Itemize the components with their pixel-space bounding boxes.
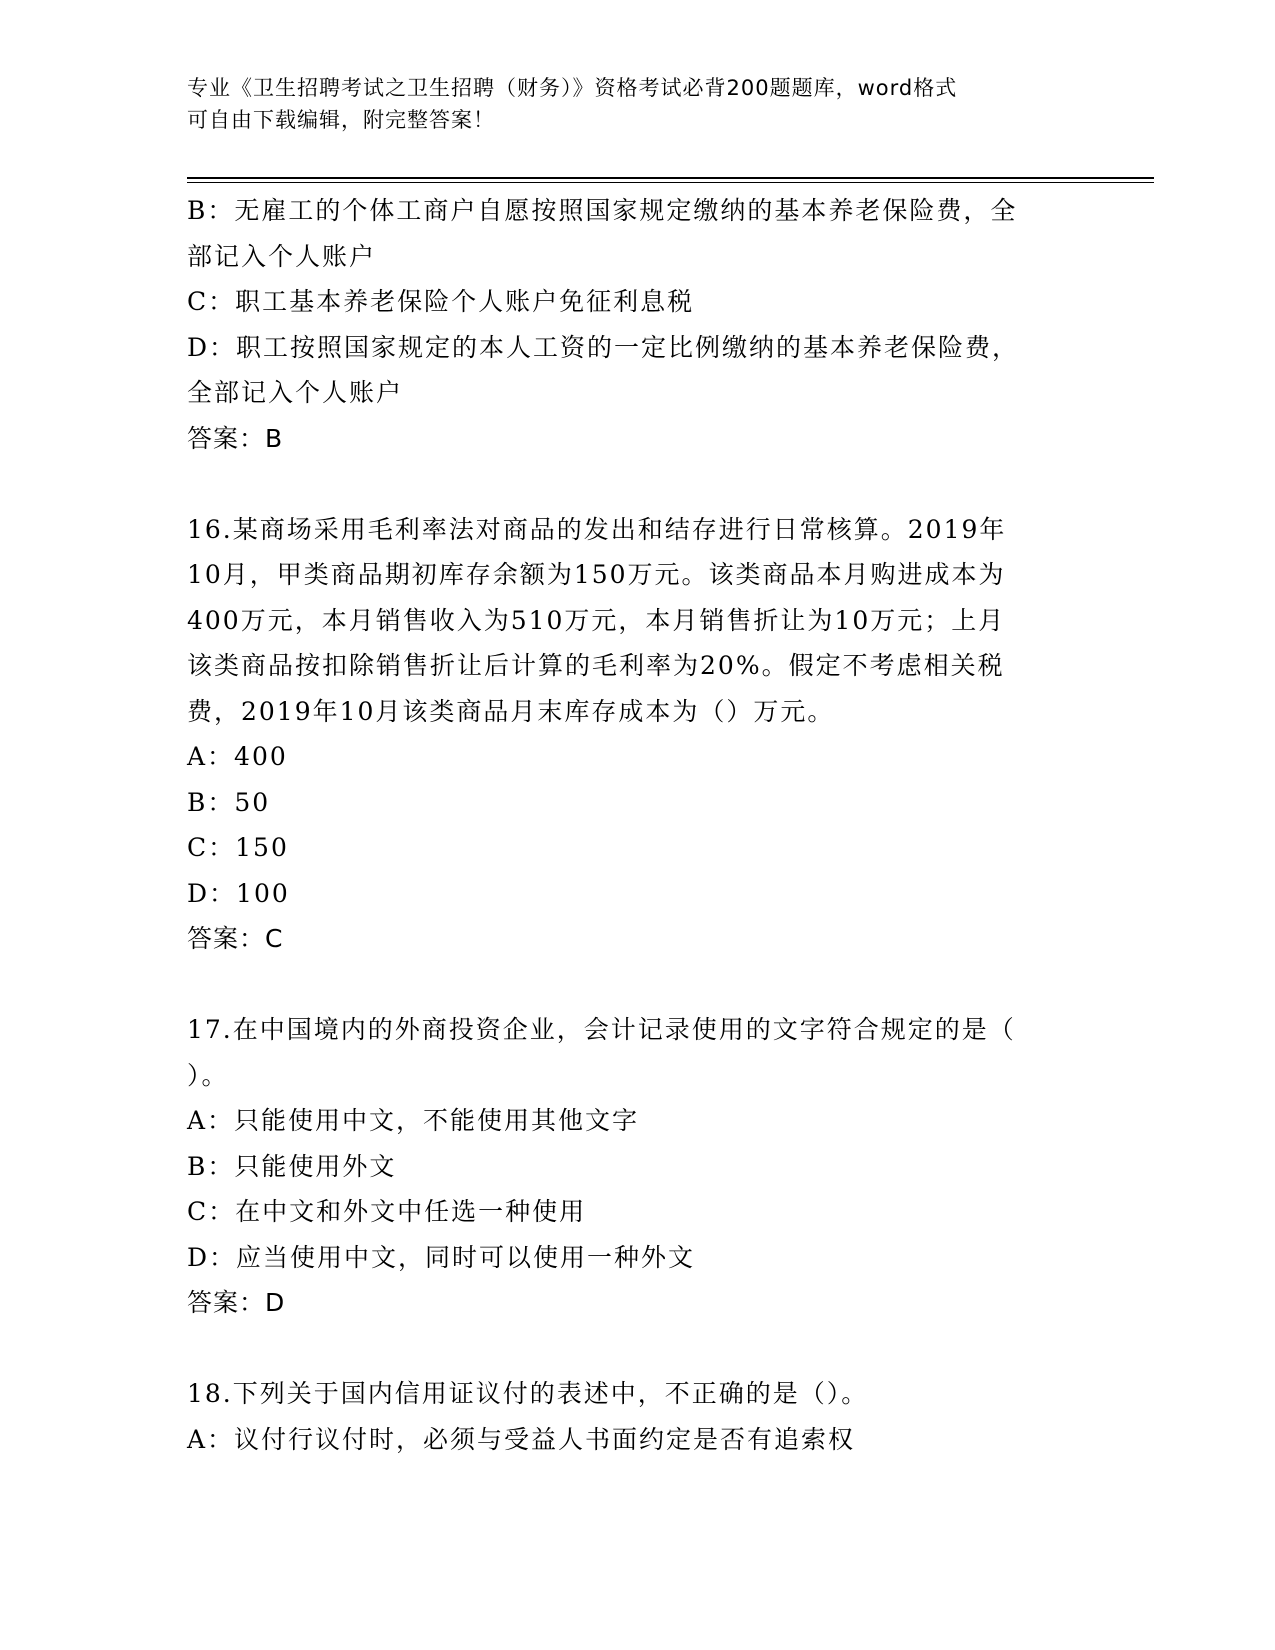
q17-option-d: D：应当使用中文，同时可以使用一种外文 [187, 1242, 696, 1272]
question-17-block [187, 1007, 1087, 1326]
question-16-block [187, 507, 1087, 962]
spacer [187, 962, 1087, 1008]
header-title-line1: 专业《卫生招聘考试之卫生招聘（财务）》资格考试必背200题题库，word格式 [187, 76, 958, 100]
q16-option-c: C：150 [187, 833, 289, 862]
q16-option-b: B：50 [187, 787, 271, 817]
spacer [187, 1326, 1087, 1372]
header-title-line2: 可自由下载编辑，附完整答案！ [187, 108, 495, 132]
answer-label: 答案：B [187, 423, 284, 453]
option-b-line2: 部记入个人账户 [187, 241, 377, 271]
spacer [187, 461, 1087, 507]
q16-option-a: A：400 [187, 742, 288, 771]
option-d-line2: 全部记入个人账户 [187, 378, 404, 407]
q16-stem-line2: 10月，甲类商品期初库存余额为150万元。该类商品本月购进成本为 [187, 560, 1006, 589]
q17-answer: 答案：D [187, 1288, 286, 1317]
q17-stem-line1: 17.在中国境内的外商投资企业，会计记录使用的文字符合规定的是（ [187, 1015, 1016, 1044]
option-c: C：职工基本养老保险个人账户免征利息税 [187, 287, 695, 316]
q18-option-a: A：议付行议付时，必须与受益人书面约定是否有追索权 [187, 1424, 856, 1454]
q16-stem-line3: 400万元，本月销售收入为510万元，本月销售折让为10万元；上月 [187, 605, 1006, 635]
header-rule-thick [187, 177, 1154, 179]
document-body [187, 188, 1087, 1462]
q16-answer: 答案：C [187, 924, 284, 953]
q17-option-c: C：在中文和外文中任选一种使用 [187, 1197, 587, 1226]
option-b-line1: B：无雇工的个体工商户自愿按照国家规定缴纳的基本养老保险费，全 [187, 196, 1018, 225]
q16-stem-line1: 16.某商场采用毛利率法对商品的发出和结存进行日常核算。2019年 [187, 514, 1007, 544]
q17-option-b: B：只能使用外文 [187, 1151, 397, 1181]
previous-question-block [187, 188, 1087, 461]
q16-stem-line5: 费，2019年10月该类商品月末库存成本为（）万元。 [187, 696, 835, 726]
question-18-block [187, 1371, 1087, 1462]
document-header [187, 72, 1067, 136]
q16-stem-line4: 该类商品按扣除销售折让后计算的毛利率为20%。假定不考虑相关税 [187, 651, 1005, 680]
q17-stem-line2: ）。 [187, 1060, 229, 1090]
option-d-line1: D：职工按照国家规定的本人工资的一定比例缴纳的基本养老保险费， [187, 332, 1020, 362]
q17-option-a: A：只能使用中文，不能使用其他文字 [187, 1106, 640, 1135]
header-rule-thin [187, 182, 1154, 183]
q16-option-d: D：100 [187, 878, 290, 908]
q18-stem-line1: 18.下列关于国内信用证议付的表述中，不正确的是（）。 [187, 1379, 869, 1408]
